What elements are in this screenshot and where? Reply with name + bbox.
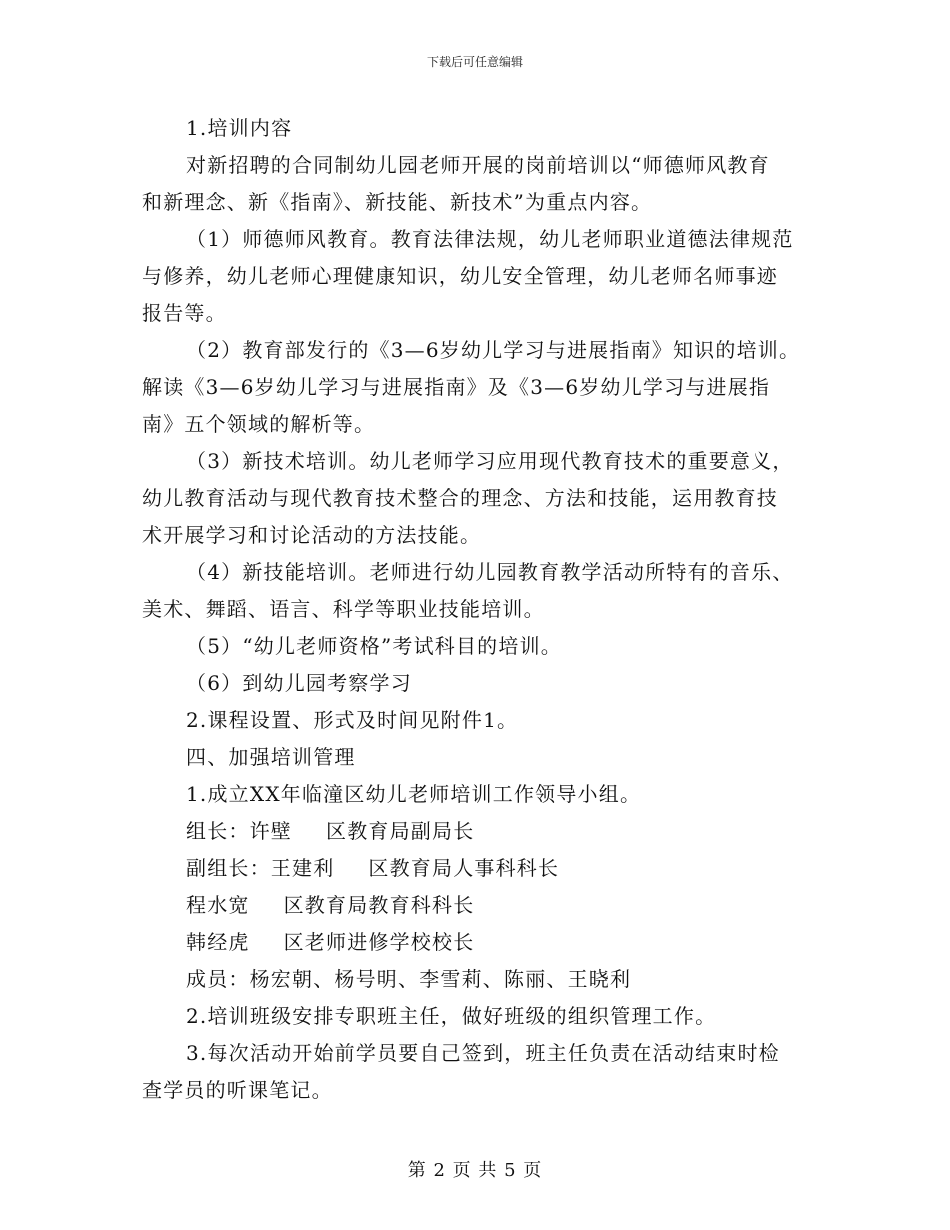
text-line: （1）师德师风教育。教育法律法规，幼儿老师职业道德法律规范 (186, 227, 794, 251)
section-heading: 四、加强培训管理 (186, 745, 356, 769)
text-line: （2）教育部发行的《3—6岁幼儿学习与进展指南》知识的培训。 (186, 338, 801, 362)
text-line: 与修养，幼儿老师心理健康知识，幼儿安全管理，幼儿老师名师事迹 (142, 264, 778, 288)
text-line: 美术、舞蹈、语言、科学等职业技能培训。 (142, 597, 545, 621)
text-line: 成员：杨宏朝、杨号明、李雪莉、陈丽、王晓利 (186, 967, 632, 991)
roster-name: 副组长：王建利 (186, 856, 335, 880)
roster-row (142, 924, 812, 961)
text-line: 1.成立XX年临潼区幼儿老师培训工作领导小组。 (186, 782, 642, 806)
page-header: 下载后可任意编辑 (426, 55, 523, 69)
text-line: 3.每次活动开始前学员要自己签到，班主任负责在活动结束时检 (186, 1041, 780, 1065)
roster-name: 组长：许壁 (186, 819, 292, 843)
document-body (142, 110, 812, 1109)
roster-role: 区教育局人事科科长 (368, 856, 560, 880)
roster-row (142, 813, 812, 850)
text-line: 和新理念、新《指南》、新技能、新技术”为重点内容。 (142, 190, 653, 214)
roster-name: 程水宽 (186, 893, 250, 917)
text-line: 2.课程设置、形式及时间见附件1。 (186, 708, 519, 732)
text-line: 南》五个领域的解析等。 (142, 412, 376, 436)
text-line: （6）到幼儿园考察学习 (186, 671, 412, 695)
text-line: （4）新技能培训。老师进行幼儿园教育教学活动所特有的音乐、 (186, 560, 794, 584)
text-line: 幼儿教育活动与现代教育技术整合的理念、方法和技能，运用教育技 (142, 486, 778, 510)
page-number-footer: 第 2 页 共 5 页 (407, 1160, 543, 1181)
roster-row (142, 887, 812, 924)
text-line: 术开展学习和讨论活动的方法技能。 (142, 523, 482, 547)
roster-row (142, 850, 812, 887)
text-line: （3）新技术培训。幼儿老师学习应用现代教育技术的重要意义， (186, 449, 794, 473)
roster-name: 韩经虎 (186, 930, 250, 954)
text-line: 解读《3—6岁幼儿学习与进展指南》及《3—6岁幼儿学习与进展指 (142, 375, 771, 399)
text-line: 2.培训班级安排专职班主任，做好班级的组织管理工作。 (186, 1004, 717, 1028)
text-line: 对新招聘的合同制幼儿园老师开展的岗前培训以“师德师风教育 (186, 153, 770, 177)
text-line: （5）“幼儿老师资格”考试科目的培训。 (186, 634, 562, 658)
text-line: 查学员的听课笔记。 (142, 1078, 333, 1102)
text-line: 报告等。 (142, 301, 227, 325)
roster-role: 区教育局副局长 (326, 819, 475, 843)
roster-role: 区老师进修学校校长 (283, 930, 475, 954)
text-line: 1.培训内容 (186, 116, 293, 140)
roster-role: 区教育局教育科科长 (283, 893, 475, 917)
